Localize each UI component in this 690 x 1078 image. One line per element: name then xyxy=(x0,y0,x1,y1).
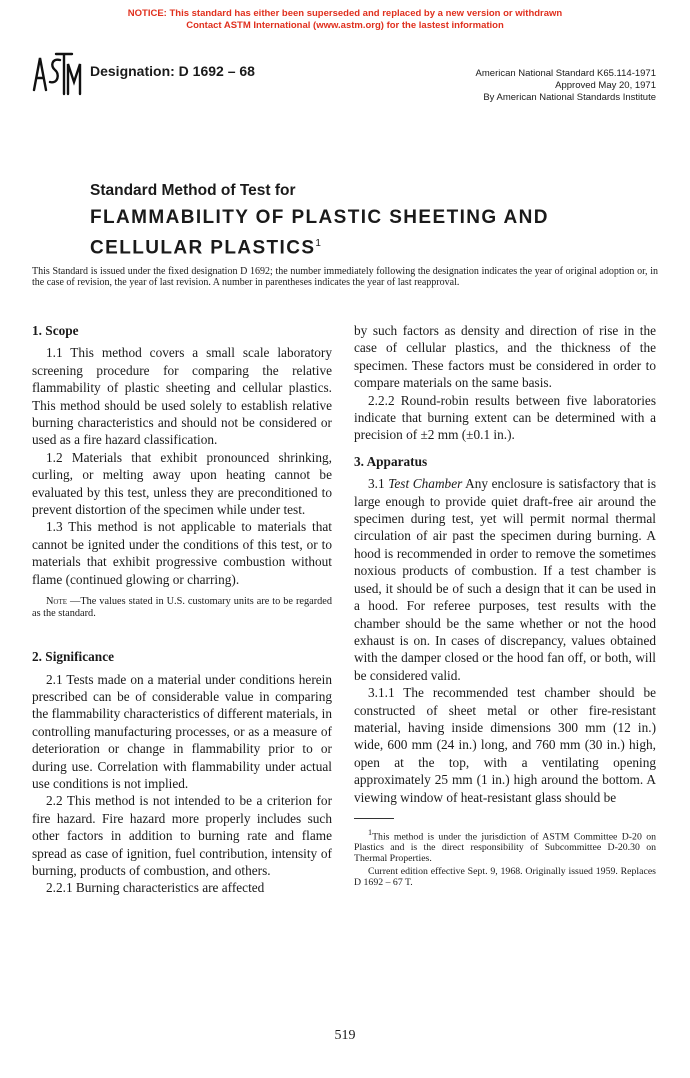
astm-logo xyxy=(28,48,84,100)
significance-heading: 2. Significance xyxy=(32,649,114,665)
ansi-line-2: Approved May 20, 1971 xyxy=(555,80,656,91)
title-line-2 xyxy=(90,231,650,261)
designation: Designation: D 1692 – 68 xyxy=(90,63,255,79)
para-3-1-text: Any enclosure is satisfactory that is large enough to provide quiet draft-free air around the specimen during test, yet will permit normal thermal circulation of air past the specimen during burning. A hood is recommended in order to remove the sometimes noxious products of combustion. If a test chamber is used, it should be of such a design that it can be used in a hood. For referee purposes, test results with the chamber should be the same whether or not the hood exhaust is on. In cases of discrepancy, values obtained with the damper closed or the hood fan off, or both, will be considered valid. xyxy=(354,476,656,683)
para-3-1-number: 3.1 xyxy=(368,476,385,492)
notice-line-1: NOTICE: This standard has either been superseded and replaced by a new version or withdrawn xyxy=(127,8,563,19)
footnote-rule xyxy=(354,818,394,819)
document-title xyxy=(90,205,650,261)
apparatus-heading: 3. Apparatus xyxy=(354,453,428,469)
para-3-1-1: 3.1.1 The recommended test chamber should be constructed of sheet metal or other fire-resistant material, having inside dimensions 300 mm (12 in.) wide, 600 mm (24 in.) long, and 760 mm (30 in.) high, open at the top, with a ventilating opening approximately 25 mm (1 in.) high around the bottom. A viewing window of heat-resistant glass should be xyxy=(354,685,656,805)
page-number: 519 xyxy=(334,1028,356,1043)
para-2-2-2: 2.2.2 Round-robin results between five laboratories indicate that burning extent can be determined with a precision of ±2 mm (±0.1 in.). xyxy=(354,392,656,443)
footnote-2: Current edition effective Sept. 9, 1968. Originally issued 1959. Replaces D 1692 – 67 T. xyxy=(354,866,656,889)
note xyxy=(32,596,332,620)
title-line-1: FLAMMABILITY OF PLASTIC SHEETING AND xyxy=(90,207,549,228)
title-line-2-text: CELLULAR PLASTICS xyxy=(90,237,316,259)
scope-heading: 1. Scope xyxy=(32,323,79,338)
para-1-2: 1.2 Materials that exhibit pronounced shrinking, curling, or melting away upon heating cannot be evaluated by this test, unless they are preconditioned to prevent distortion of the specimen while under test. xyxy=(32,449,332,518)
ansi-line-1: American National Standard K65.114-1971 xyxy=(475,68,656,79)
issued-note: This Standard is issued under the fixed designation D 1692; the number immediately following the designation indicates the year of original adoption or, in the case of revision, the year of last revision. A number in parentheses indicates the year of last reapproval. xyxy=(32,266,658,288)
test-chamber-term: Test Chamber xyxy=(388,476,463,492)
standard-method-label: Standard Method of Test for xyxy=(90,182,296,199)
left-column xyxy=(32,322,332,897)
ansi-approval xyxy=(476,68,656,104)
para-1-3: 1.3 This method is not applicable to materials that cannot be ignited under the conditions of this test, or to materials that exhibit progressive combustion without flame (continued glowing or charring). xyxy=(32,519,332,587)
para-2-1: 2.1 Tests made on a material under conditions herein prescribed can be of considerable value in comparing the flammability characteristics of different materials, in controlling manufacturing processes, or as a measure of deterioration or change in flammability prior to or during use. Correlation with flammability under actual use conditions is not implied. xyxy=(32,671,332,791)
para-1-1: 1.1 This method covers a small scale laboratory screening procedure for comparing the relative flammability of plastic sheeting and cellular plastics. This method should be used solely to establish relative burning characteristics and should not be considered or used as a fire hazard classification. xyxy=(32,345,332,448)
ansi-line-3: By American National Standards Institute xyxy=(483,92,656,103)
note-text: —The values stated in U.S. customary units are to be regarded as the standard. xyxy=(32,596,332,620)
notice-line-2: Contact ASTM International (www.astm.org) for the lastest information xyxy=(186,20,504,31)
footnote-1 xyxy=(354,827,656,864)
title-footnote-mark: 1 xyxy=(315,238,321,249)
footnote-1-text: This method is under the jurisdiction of ASTM Committee D-20 on Plastics and is the direct responsibility of Subcommittee D-20.30 on Thermal Properties. xyxy=(354,831,656,865)
note-label: Note xyxy=(46,596,68,608)
footnote-1-mark: 1 xyxy=(368,827,373,837)
para-2-2-1: 2.2.1 Burning characteristics are affected xyxy=(46,880,265,896)
para-2-2-1-continued: by such factors as density and direction of rise in the case of cellular plastics, and the thickness of the specimen. These factors must be considered in order to compare materials on the same basis. xyxy=(354,323,656,391)
right-column xyxy=(354,322,656,888)
para-3-1 xyxy=(354,475,656,684)
para-2-2: 2.2 This method is not intended to be a criterion for fire hazard. Fire hazard more properly includes such other factors in addition to burning rate and flame spread as case of ignition, fuel contribution, intensity of burning, products of combustion, and others. xyxy=(32,793,332,878)
